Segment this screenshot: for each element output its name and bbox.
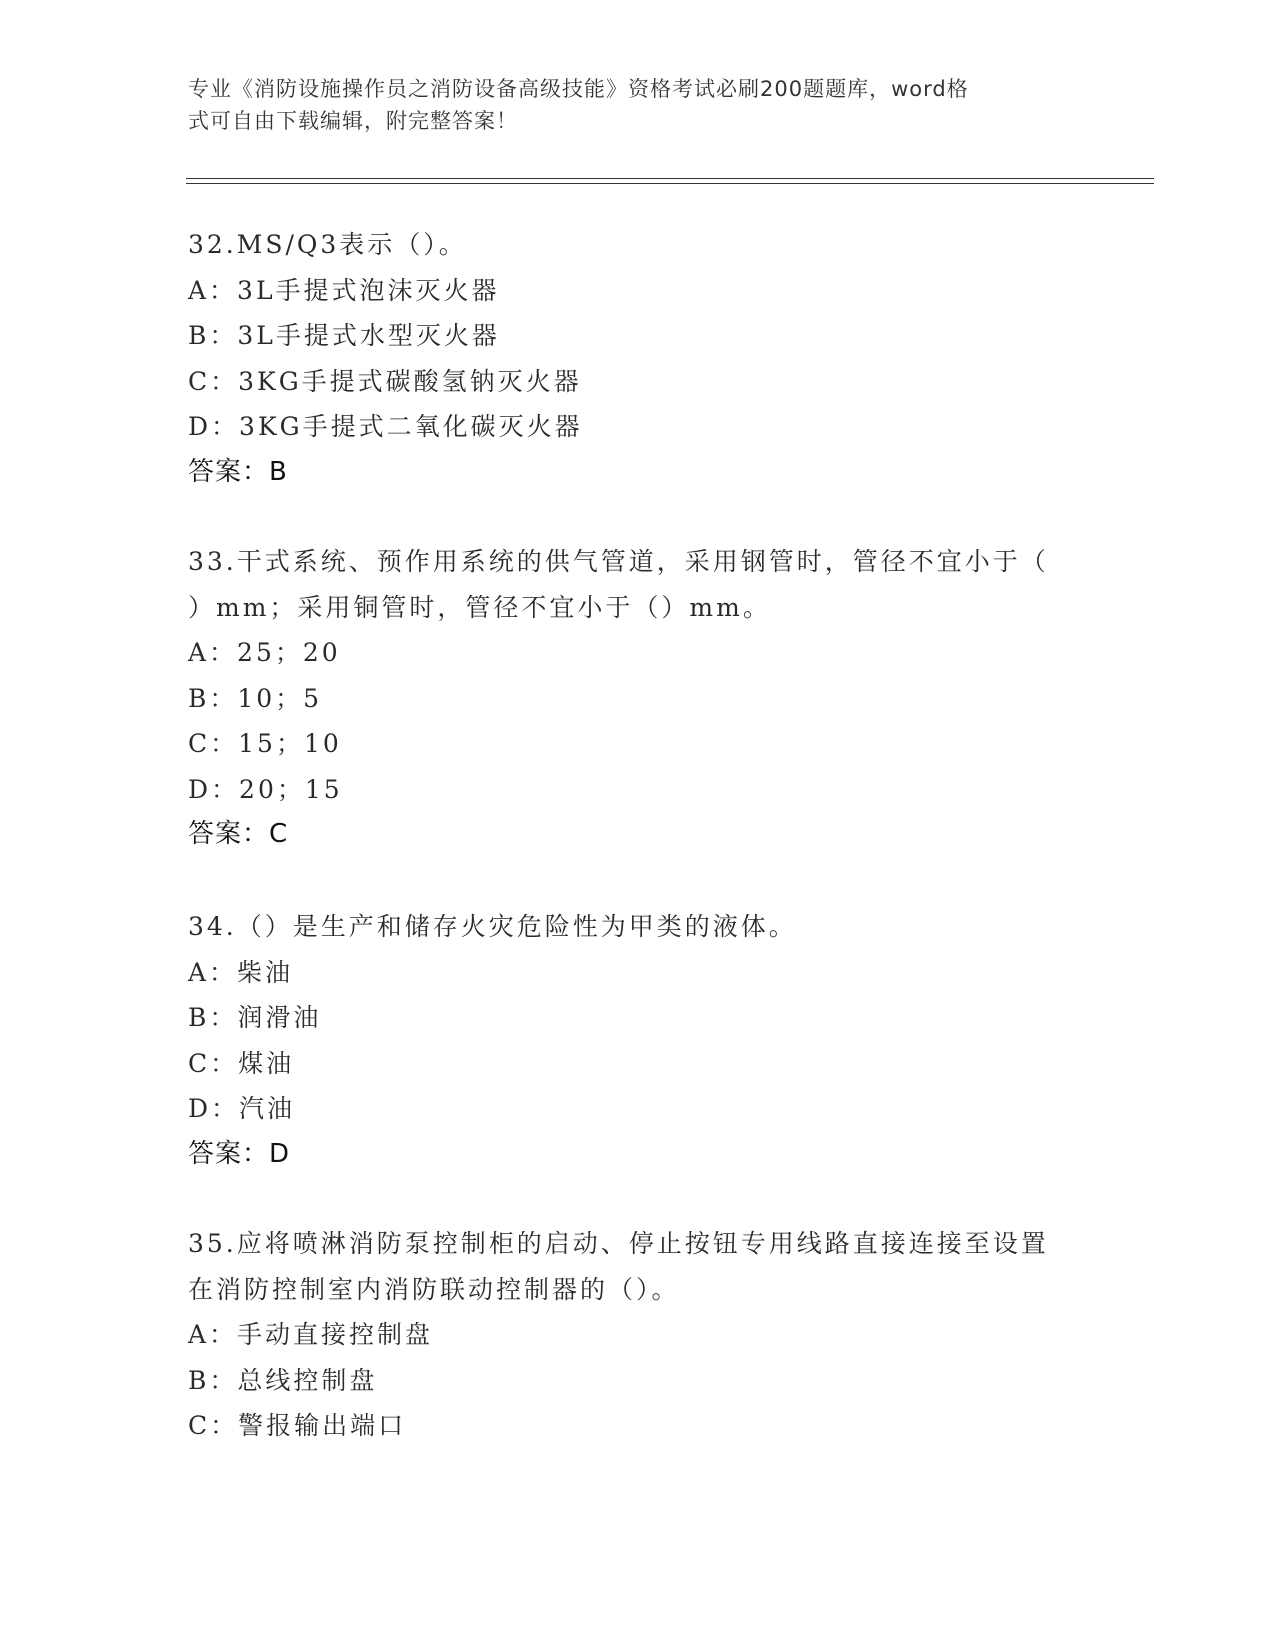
document-header (188, 73, 1068, 137)
option-a: A：手动直接控制盘 (188, 1320, 434, 1349)
option-c: C：3KG手提式碳酸氢钠灭火器 (188, 366, 582, 396)
option-b: B：总线控制盘 (188, 1365, 378, 1395)
question-32 (188, 222, 1088, 495)
option-d: D：20；15 (188, 774, 343, 804)
option-a: A：3L手提式泡沫灭火器 (188, 275, 500, 305)
option-a: A：25；20 (188, 638, 341, 667)
question-35 (188, 1221, 1088, 1449)
question-stem: 35.应将喷淋消防泵控制柜的启动、停止按钮专用线路直接连接至设置 (188, 1229, 1049, 1258)
question-stem-continued: ）mm；采用铜管时，管径不宜小于（）mm。 (188, 592, 771, 622)
question-stem-continued: 在消防控制室内消防联动控制器的（）。 (188, 1274, 680, 1304)
option-b: B：10；5 (188, 683, 323, 713)
answer-label: 答案：C (188, 819, 289, 849)
question-33 (188, 539, 1088, 858)
answer-label: 答案：B (188, 456, 288, 487)
header-divider (186, 178, 1154, 184)
question-stem: 34.（）是生产和储存火灾危险性为甲类的液体。 (188, 912, 797, 941)
option-c: C：警报输出端口 (188, 1411, 407, 1440)
question-stem: 32.MS/Q3表示（）。 (188, 230, 467, 259)
question-stem: 33.干式系统、预作用系统的供气管道，采用钢管时，管径不宜小于（ (188, 547, 1049, 576)
header-line-1: 专业《消防设施操作员之消防设备高级技能》资格考试必刷200题题库，word格 (188, 77, 969, 101)
answer-label: 答案：D (188, 1138, 291, 1169)
option-b: B：润滑油 (188, 1003, 322, 1032)
option-d: D：汽油 (188, 1094, 296, 1123)
option-b: B：3L手提式水型灭火器 (188, 321, 500, 350)
option-d: D：3KG手提式二氧化碳灭火器 (188, 412, 583, 441)
option-a: A：柴油 (188, 957, 294, 987)
header-line-2: 式可自由下载编辑，附完整答案！ (188, 109, 518, 133)
option-c: C：煤油 (188, 1048, 295, 1078)
option-c: C：15；10 (188, 729, 342, 758)
question-34 (188, 904, 1088, 1177)
